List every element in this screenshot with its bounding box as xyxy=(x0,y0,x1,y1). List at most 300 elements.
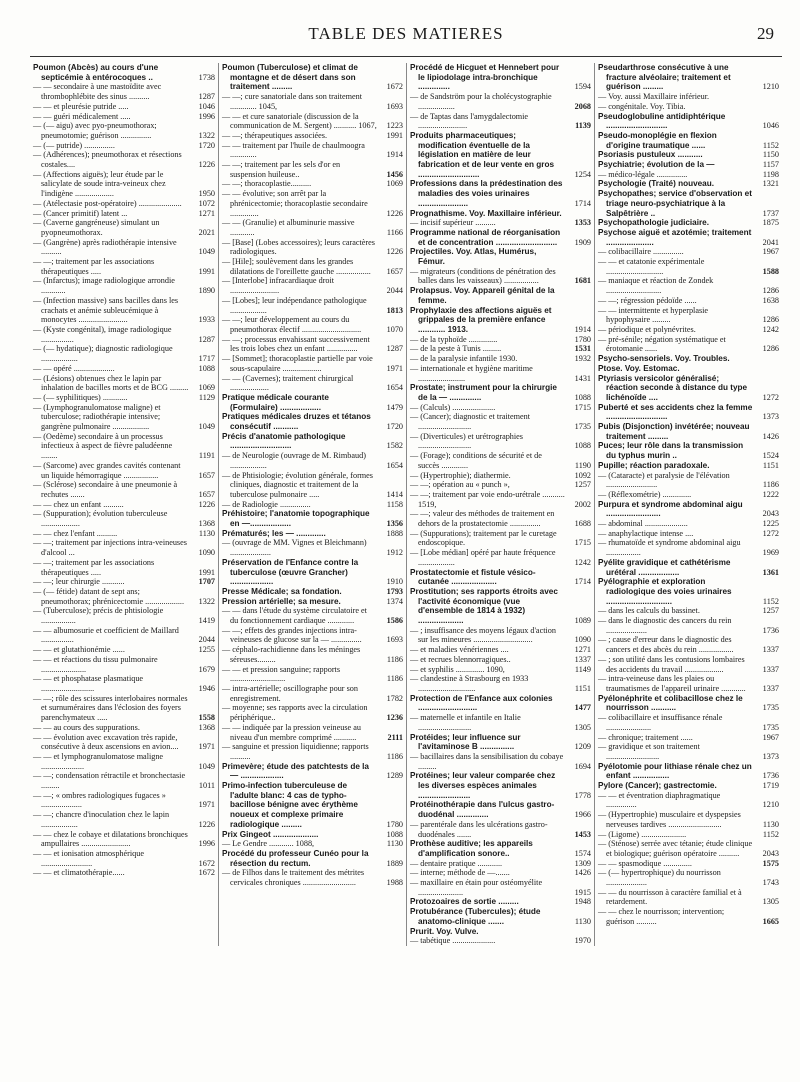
entry-page-number: 1737 xyxy=(762,208,779,218)
entry-text: — —; cure sanatoriale dans son traitement ............. 1045, xyxy=(222,92,363,111)
index-entry xyxy=(410,306,591,335)
entry-page-number: 1915 xyxy=(574,887,591,897)
entry-page-number: 1373 xyxy=(762,412,779,422)
entry-text: — — et cure sanatoriale (discussion de la communication de M. Sergent) ........... 1067, xyxy=(222,111,377,131)
entry-text: — [Base] (Lobes accessoires); leurs caractères radiologiques. xyxy=(222,237,375,257)
index-entry xyxy=(33,509,215,528)
index-entry xyxy=(33,82,215,101)
index-entry xyxy=(598,441,779,460)
entry-text: Protéinothérapie dans l'ulcus gastro-duodénal .............. xyxy=(410,800,555,820)
entry-text: — — intermittente et hyperplasie hypophysaire ......... xyxy=(598,305,709,325)
entry-text: — chronique; traitement ...... xyxy=(598,732,693,742)
entry-page-number: 1257 xyxy=(762,606,779,616)
entry-page-number: 2002 xyxy=(574,499,591,509)
index-entry xyxy=(598,102,779,112)
entry-page-number: 1361 xyxy=(762,567,779,577)
entry-page-number: 1582 xyxy=(386,441,403,451)
index-entry xyxy=(598,907,779,926)
entry-page-number: 1337 xyxy=(762,664,779,674)
entry-page-number: 1720 xyxy=(198,140,215,150)
index-entry xyxy=(33,577,215,587)
entry-page-number: 1672 xyxy=(198,868,215,878)
index-entry xyxy=(598,403,779,422)
index-entry xyxy=(410,131,591,180)
entry-text: — (Sclérose) secondaire à une pneumonie à rechutes ....... xyxy=(33,480,178,499)
entry-page-number: 1586 xyxy=(386,616,403,626)
entry-text: — — évolution avec excavation très rapide, consécutive à deux ascensions en avion.... xyxy=(33,732,179,752)
entry-text: — colibacillaire ............... xyxy=(598,247,684,257)
index-entry xyxy=(222,393,403,412)
entry-page-number: 1130 xyxy=(198,528,215,538)
entry-text: Prothèse auditive; les appareils d'amplification sonore.. xyxy=(410,839,533,858)
entry-text: Pyélonéphrite et colibacillose chez le nourrisson ........... xyxy=(598,693,743,713)
entry-page-number: 1681 xyxy=(574,276,591,286)
entry-text: Poumon (Tuberculose) et climat de montagne et de désert dans son traitement ......... xyxy=(222,63,358,92)
entry-text: — migrateurs (conditions de pénétration des balles dans les vaisseaux) ................. xyxy=(410,266,556,286)
entry-page-number: 1654 xyxy=(386,383,403,393)
index-entry xyxy=(222,374,403,393)
entry-text: — (Hypertrophie) musculaire et dyspepsies nerveuses tardives .......................... xyxy=(598,810,741,829)
entry-text: — (Affections aiguës); leur étude par le salicylate de soude intra-veineux chez l'indigène ................... xyxy=(33,169,166,199)
entry-text: — incisif supérieur .......... xyxy=(410,218,496,228)
index-entry xyxy=(598,218,779,228)
entry-page-number: 1309 xyxy=(574,858,591,868)
index-entry xyxy=(598,529,779,539)
index-entry xyxy=(598,160,779,170)
entry-page-number: 1226 xyxy=(386,247,403,257)
index-entry xyxy=(222,606,403,625)
entry-page-number: 1373 xyxy=(762,751,779,761)
entry-text: Pyélotomie pour lithiase rénale chez un enfant ................ xyxy=(598,761,752,781)
entry-page-number: 1932 xyxy=(574,354,591,364)
index-entry xyxy=(33,480,215,499)
entry-page-number: 1967 xyxy=(762,732,779,742)
entry-text: — (Kyste congénital), image radiologique ................ xyxy=(33,324,172,344)
index-entry xyxy=(222,597,403,607)
index-entry xyxy=(598,92,779,102)
entry-page-number: 1735 xyxy=(574,422,591,432)
index-entry xyxy=(222,781,403,830)
entry-page-number: 1665 xyxy=(762,916,779,926)
index-entry xyxy=(33,587,215,606)
entry-page-number: 2044 xyxy=(386,286,403,296)
entry-page-number: 1991 xyxy=(386,130,403,140)
entry-text: — — spasmodique .............. xyxy=(598,858,692,868)
entry-text: — dans les calculs du bassinet. xyxy=(598,606,700,616)
index-entry xyxy=(598,742,779,761)
index-entry xyxy=(598,500,779,519)
entry-text: — —; chancre d'inoculation chez le lapin .................. xyxy=(33,810,170,829)
index-entry xyxy=(33,170,215,199)
entry-text: Protection de l'Enfance aux colonies .......................... xyxy=(410,693,553,713)
entry-page-number: 1337 xyxy=(762,684,779,693)
entry-text: — — et ionisation atmosphérique ......................... xyxy=(33,848,144,868)
index-entry xyxy=(598,538,779,557)
entry-page-number: 1693 xyxy=(386,101,403,111)
entry-page-number: 1657 xyxy=(198,470,215,480)
entry-text: Programme national de réorganisation et de concentration ........................... xyxy=(410,227,561,247)
entry-page-number: 1909 xyxy=(574,237,591,247)
index-entry xyxy=(410,335,591,345)
index-entry xyxy=(222,529,403,539)
index-entry xyxy=(410,568,591,587)
entry-text: — maxillaire en étain pour ostéomyélite ...................... xyxy=(410,878,543,897)
entry-text: — (Infection massive) sans bacilles dans les crachats et anémie subleucémique à monocytes ........................ xyxy=(33,295,179,325)
entry-page-number: 1151 xyxy=(762,460,779,470)
index-entry xyxy=(33,606,215,625)
index-entry xyxy=(222,296,403,315)
entry-page-number: 1226 xyxy=(198,160,215,170)
index-entry xyxy=(222,868,403,887)
entry-page-number: 1157 xyxy=(762,160,779,170)
index-entry xyxy=(410,529,591,548)
index-entry xyxy=(410,218,591,228)
index-entry xyxy=(598,354,779,364)
index-entry xyxy=(410,247,591,266)
entry-page-number: 1210 xyxy=(762,82,779,92)
index-entry xyxy=(33,694,215,723)
entry-text: — —; effets des grandes injections intra-veineuses de glucose sur la — ............... xyxy=(222,625,362,645)
index-entry xyxy=(33,199,215,209)
entry-page-number: 1011 xyxy=(198,781,215,791)
entry-page-number: 1688 xyxy=(574,519,591,529)
entry-text: — (Cancer); diagnostic et traitement .......................... xyxy=(410,412,531,432)
entry-text: — — et réactions du tissu pulmonaire ...................... xyxy=(33,654,158,674)
entry-text: — et maladies vénériennes .... xyxy=(410,645,509,655)
index-entry xyxy=(598,490,779,500)
entry-page-number: 1337 xyxy=(762,645,779,655)
entry-page-number: 1226 xyxy=(198,819,215,829)
entry-page-number: 2044 xyxy=(198,635,215,645)
index-entry xyxy=(598,791,779,810)
entry-text: — de la peste à Tunis ......... xyxy=(410,344,502,354)
index-entry xyxy=(410,868,591,878)
entry-text: — — indiquée par la pression veineuse au niveau d'un membre comprimé ........... xyxy=(222,722,361,742)
index-entry xyxy=(33,121,215,140)
entry-text: — de Neurologie (ouvrage de M. Rimbaud) .................. xyxy=(222,451,366,470)
index-entry xyxy=(410,548,591,567)
entry-page-number: 1226 xyxy=(386,208,403,218)
entry-text: — —; valeur des méthodes de traitement en dehors de la prostatectomie ............... xyxy=(410,509,555,529)
entry-text: — (Cataracte) et paralysie de l'élévation ......................... xyxy=(598,470,730,490)
index-entry xyxy=(33,374,215,393)
entry-page-number: 1191 xyxy=(198,451,215,461)
entry-page-number: 1088 xyxy=(198,363,215,373)
entry-page-number: 1374 xyxy=(386,596,403,606)
index-entry xyxy=(410,694,591,713)
entry-text: — (— aigu) avec pyo-pneumothorax; pneumotomie; guérison ............... xyxy=(33,121,157,140)
index-entry xyxy=(222,839,403,849)
entry-text: — ; son utilité dans les contusions lombaires des accidents du travail ................... xyxy=(598,654,745,674)
index-entry xyxy=(33,529,215,539)
entry-text: — (Lésions) obtenues chez le lapin par inhalation de bacilles morts et de BCG ......... xyxy=(33,373,189,393)
index-entry xyxy=(598,713,779,732)
entry-page-number: 1151 xyxy=(574,684,591,693)
entry-page-number: 1969 xyxy=(762,548,779,558)
index-column-4 xyxy=(594,63,782,946)
entry-text: — de la typhoïde .............. xyxy=(410,334,498,344)
index-entry xyxy=(33,674,215,693)
entry-page-number: 1152 xyxy=(762,596,779,606)
entry-page-number: 1693 xyxy=(386,635,403,645)
entry-text: — — et éventration diaphragmatique ............... xyxy=(598,790,721,810)
entry-text: Projectiles. Voy. Atlas, Humérus, Fémur. xyxy=(410,247,537,267)
entry-text: — parentérale dans les ulcérations gastro-duodénales ....... xyxy=(410,819,548,839)
entry-page-number: 1223 xyxy=(386,121,403,131)
entry-page-number: 1638 xyxy=(762,295,779,305)
index-entry xyxy=(410,665,591,675)
index-entry xyxy=(410,927,591,937)
entry-page-number: 1558 xyxy=(198,713,215,723)
entry-text: — anaphylactique intense .... xyxy=(598,528,694,538)
entry-text: — — au cours des suppurations. xyxy=(33,722,140,732)
entry-text: Prognathisme. Voy. Maxillaire inférieur. xyxy=(410,208,562,218)
index-entry xyxy=(33,810,215,829)
index-entry xyxy=(410,112,591,131)
index-entry xyxy=(33,752,215,771)
index-entry xyxy=(598,422,779,441)
entry-page-number: 1813 xyxy=(386,305,403,315)
entry-page-number: 1996 xyxy=(198,111,215,121)
index-entry xyxy=(33,238,215,257)
entry-page-number: 1186 xyxy=(386,751,403,761)
entry-page-number: 1479 xyxy=(386,402,403,412)
entry-text: — [Lobe médian] opéré par haute fréquence .................. xyxy=(410,548,556,567)
index-entry xyxy=(598,131,779,150)
entry-page-number: 1226 xyxy=(198,499,215,509)
index-entry xyxy=(33,141,215,151)
entry-page-number: 1088 xyxy=(574,392,591,402)
entry-page-number: 1524 xyxy=(762,451,779,461)
entry-text: Pylore (Cancer); gastrectomie. xyxy=(598,781,717,791)
index-entry xyxy=(222,587,403,597)
index-entry xyxy=(222,238,403,257)
entry-page-number: 1305 xyxy=(574,722,591,732)
entry-page-number: 1782 xyxy=(386,693,403,703)
entry-page-number: 1088 xyxy=(574,441,591,451)
entry-text: Puces; leur rôle dans la transmission du typhus murin .. xyxy=(598,441,744,461)
entry-text: — —; régression pédoïde ...... xyxy=(598,295,697,305)
entry-text: Psychiatrie; évolution de la — xyxy=(598,160,715,170)
entry-text: — maniaque et réaction de Zondek ........................... xyxy=(598,276,714,296)
entry-page-number: 1072 xyxy=(198,198,215,208)
entry-page-number: 1089 xyxy=(574,616,591,626)
entry-page-number: 1092 xyxy=(574,470,591,480)
entry-page-number: 1356 xyxy=(386,519,403,529)
index-entry xyxy=(410,364,591,383)
entry-text: — — chez le cobaye et dilatations bronchiques ampullaires ........................ xyxy=(33,829,188,849)
entry-page-number: 1286 xyxy=(762,286,779,296)
entry-page-number: 1368 xyxy=(198,722,215,732)
index-entry xyxy=(410,674,591,693)
entry-text: Pratiques médicales druzes et tétanos consécutif ........... xyxy=(222,412,371,432)
entry-text: — [Interlobe] infracardiaque droit ........................ xyxy=(222,276,335,296)
entry-page-number: 1715 xyxy=(574,538,591,548)
index-entry xyxy=(33,723,215,733)
index-column-3 xyxy=(406,63,594,946)
entry-page-number: 1289 xyxy=(386,771,403,781)
entry-page-number: 2021 xyxy=(198,227,215,237)
entry-text: — périodique et polynévrites. xyxy=(598,324,696,334)
index-entry xyxy=(222,315,403,334)
entry-page-number: 1715 xyxy=(574,402,591,412)
entry-page-number: 1679 xyxy=(198,664,215,674)
entry-text: — dans le diagnostic des cancers du rein .................... xyxy=(598,616,732,635)
entry-text: — — chez le nourrisson; intervention; guérison .......... xyxy=(598,907,725,926)
entry-text: Pression artérielle; sa mesure. xyxy=(222,596,341,606)
entry-text: — (Gangrène) après radiothérapie intensive .......... xyxy=(33,237,177,257)
index-columns xyxy=(30,63,782,946)
index-entry xyxy=(598,762,779,781)
entry-page-number: 1166 xyxy=(386,227,403,237)
entry-page-number: 1707 xyxy=(198,577,215,587)
entry-text: — gravidique et son traitement .......................... xyxy=(598,742,700,761)
entry-page-number: 1914 xyxy=(386,150,403,160)
entry-page-number: 1971 xyxy=(386,363,403,373)
index-entry xyxy=(598,733,779,743)
entry-text: — de Filhos dans le traitement des métrites cervicales chroniques .......................... xyxy=(222,868,365,888)
entry-text: — [Lobes]; leur indépendance pathologique .................. xyxy=(222,295,367,315)
entry-text: — (Atélectasie post-opératoire) ..................... xyxy=(33,198,182,208)
entry-page-number: 1719 xyxy=(762,781,779,791)
entry-page-number: 1322 xyxy=(198,130,215,140)
index-entry xyxy=(410,403,591,413)
entry-page-number: 1970 xyxy=(574,936,591,946)
entry-text: — — albumosurie et coefficient de Maillard ................ xyxy=(33,625,179,645)
index-entry xyxy=(410,179,591,208)
entry-page-number: 1426 xyxy=(762,431,779,441)
index-entry xyxy=(410,626,591,645)
entry-page-number: 1242 xyxy=(574,557,591,567)
entry-page-number: 1735 xyxy=(762,703,779,713)
entry-page-number: 1152 xyxy=(762,829,779,839)
entry-text: Protéines; leur valeur comparée chez les diverses espèces animales ....................... xyxy=(410,771,556,800)
entry-text: — (— fétide) datant de sept ans; pneumothorax; phrénicectomie ................... xyxy=(33,586,185,606)
index-entry xyxy=(33,771,215,790)
entry-text: — (— putride) ............... xyxy=(33,140,115,150)
index-entry xyxy=(598,635,779,654)
entry-text: Procédé du professeur Cunéo pour la résection du rectum. xyxy=(222,848,369,868)
index-entry xyxy=(598,655,779,674)
index-entry xyxy=(410,800,591,819)
entry-text: — moyenne; ses rapports avec la circulation périphérique.. xyxy=(222,703,368,723)
entry-page-number: 1150 xyxy=(762,150,779,160)
entry-page-number: 1272 xyxy=(762,528,779,538)
index-entry xyxy=(410,267,591,286)
index-entry xyxy=(598,63,779,92)
index-entry xyxy=(222,257,403,276)
entry-text: — et syphilis .............. 1090, xyxy=(410,664,505,674)
index-entry xyxy=(598,577,779,606)
entry-text: — —; condensation rétractile et bronchectasie ......... xyxy=(33,771,186,791)
index-entry xyxy=(598,810,779,829)
index-entry xyxy=(598,335,779,354)
entry-text: — —; traitement par voie endo-urétrale ........... 1519, xyxy=(410,489,565,509)
entry-text: — Le Gendre ............ 1088, xyxy=(222,839,315,849)
entry-page-number: 1222 xyxy=(762,489,779,499)
index-entry xyxy=(33,868,215,878)
index-entry xyxy=(410,655,591,665)
entry-text: — sanguine et pression liquidienne; rapports .......... xyxy=(222,742,369,761)
entry-text: Procédé de Hicguet et Hennebert pour le lipiodolage intra-bronchique .............. xyxy=(410,63,560,92)
index-entry xyxy=(222,626,403,645)
index-entry xyxy=(33,276,215,295)
entry-page-number: 1431 xyxy=(574,373,591,383)
entry-text: — — et phosphatase plasmatique .......................... xyxy=(33,674,144,693)
entry-text: — — (Cavernes); traitement chirurgical ................... xyxy=(222,373,354,393)
index-entry xyxy=(33,849,215,868)
entry-text: — (— hypertrophique) du nourrisson .................... xyxy=(598,868,721,888)
index-entry xyxy=(222,645,403,664)
index-entry xyxy=(598,616,779,635)
index-entry xyxy=(33,257,215,276)
entry-page-number: 1158 xyxy=(386,499,403,509)
entry-text: Psychopathes; service d'observation et triage neuro-psychiatrique à la Salpêtrière .. xyxy=(598,189,752,218)
index-entry xyxy=(222,112,403,131)
page-title: TABLE DES MATIERES xyxy=(308,24,504,43)
index-entry xyxy=(33,393,215,403)
entry-text: — — dans l'étude du système circulatoire et du fonctionnement cardiaque ............. xyxy=(222,606,367,626)
entry-text: — — et lymphogranulomatose maligne ..................... xyxy=(33,751,164,771)
entry-text: — — et pleurésie putride ..... xyxy=(33,101,129,111)
entry-text: — (Tuberculose); précis de phtisiologie ................. xyxy=(33,606,164,626)
index-entry xyxy=(410,839,591,858)
index-entry xyxy=(33,403,215,432)
entry-text: Psycho-sensoriels. Voy. Troubles. xyxy=(598,354,730,364)
entry-text: — Voy. aussi Maxillaire inférieur. xyxy=(598,92,710,102)
entry-text: — (Adhérences); pneumothorax et résections costales.... xyxy=(33,150,182,170)
index-entry xyxy=(33,102,215,112)
index-entry xyxy=(222,723,403,742)
entry-page-number: 1271 xyxy=(198,208,215,218)
entry-text: — —; « ombres radiologiques fugaces » .................... xyxy=(33,790,166,810)
index-entry xyxy=(410,228,591,247)
entry-page-number: 1046 xyxy=(198,101,215,111)
entry-text: — interne; méthode de —....... xyxy=(410,868,510,878)
entry-page-number: 1672 xyxy=(386,82,403,92)
entry-text: — (Cancer primitif) latent ... xyxy=(33,208,128,218)
entry-page-number: 1735 xyxy=(762,722,779,732)
entry-page-number: 1130 xyxy=(762,819,779,829)
entry-text: — — et catatonie expérimentale ............................ xyxy=(598,257,705,276)
index-entry xyxy=(410,383,591,402)
index-entry xyxy=(598,179,779,189)
index-entry xyxy=(33,296,215,325)
entry-text: Prolapsus. Voy. Appareil génital de la femme. xyxy=(410,286,555,305)
entry-page-number: 1654 xyxy=(386,460,403,470)
page-header xyxy=(30,18,782,48)
entry-page-number: 2041 xyxy=(762,237,779,247)
entry-text: — intra-veineuse dans les plaies ou traumatismes de l'appareil urinaire ............ xyxy=(598,674,746,693)
index-entry xyxy=(33,733,215,752)
entry-text: Puberté et ses accidents chez la femme ........................... xyxy=(598,402,753,422)
entry-page-number: 1049 xyxy=(198,761,215,771)
entry-text: Protozoaires de sortie ......... xyxy=(410,897,519,907)
entry-text: Primo-infection tuberculeuse de l'adulte blanc: 4 cas de typho-bacillose bénigne avec érythème noueux et complexe primaire radiologique ......... xyxy=(222,781,358,829)
index-entry xyxy=(410,771,591,800)
entry-text: — (Ligome) ...................... xyxy=(598,829,687,839)
entry-text: — — secondaire à une mastoïdite avec thrombophlébite des sinus .......... xyxy=(33,82,162,102)
index-entry xyxy=(410,209,591,219)
entry-page-number: 1090 xyxy=(198,548,215,558)
index-entry xyxy=(410,859,591,869)
index-entry xyxy=(598,606,779,616)
entry-page-number: 1657 xyxy=(198,489,215,499)
entry-page-number: 1236 xyxy=(386,713,403,723)
entry-text: Prix Gingeot .................... xyxy=(222,829,319,839)
entry-text: — dentaire pratique ............ xyxy=(410,858,503,868)
entry-text: Prostatectomie et fistule vésico-cutanée .................... xyxy=(410,567,536,587)
